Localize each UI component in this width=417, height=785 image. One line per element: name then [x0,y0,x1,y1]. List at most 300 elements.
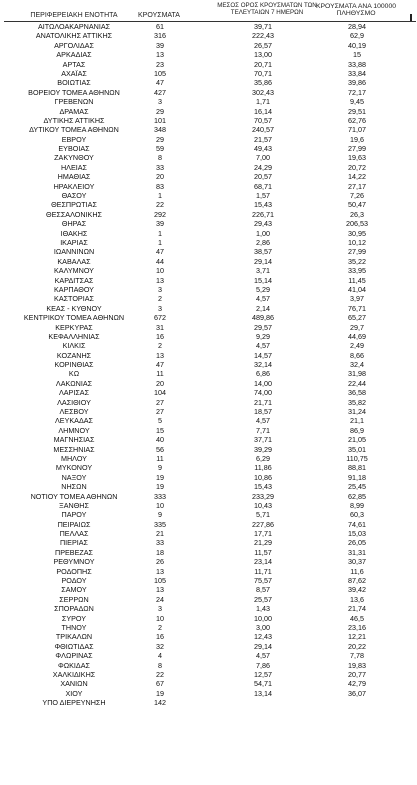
cell-region: ΦΩΚΙΔΑΣ [58,660,90,670]
cell-region: ΦΘΙΩΤΙΔΑΣ [54,641,94,651]
cell-region: ΚΙΛΚΙΣ [62,341,86,351]
cell-region: ΠΑΡΟΥ [61,510,87,520]
cell-avg7: 7,86 [256,660,270,670]
cell-per100k: 21,74 [348,604,366,614]
cell-per100k: 72,17 [348,87,366,97]
cell-per100k: 33,95 [348,266,366,276]
cell-cases: 8 [158,153,162,163]
header-avg7: ΜΕΣΟΣ ΟΡΟΣ ΚΡΟΥΣΜΑΤΩΝ ΤΩΝ ΤΕΛΕΥΤΑΙΩΝ 7 ΗΜΕΡΩΝ [217,2,317,16]
table-row [0,304,417,313]
cell-region: ΜΗΛΟΥ [61,453,87,463]
cell-avg7: 4,57 [256,651,270,661]
cell-region: ΣΕΡΡΩΝ [59,594,89,604]
table-row [0,538,417,547]
cell-avg7: 74,00 [254,388,272,398]
table-row [0,116,417,125]
cell-avg7: 6,86 [256,369,270,379]
table-row [0,163,417,172]
cell-per100k: 14,22 [348,172,366,182]
cell-avg7: 29,57 [254,322,272,332]
cell-per100k: 36,58 [348,388,366,398]
cell-cases: 15 [156,425,164,435]
table-row [0,69,417,78]
cell-avg7: 20,71 [254,59,272,69]
cell-region: ΚΑΒΑΛΑΣ [57,256,91,266]
cell-per100k: 19,6 [350,134,364,144]
cell-per100k: 7,78 [350,651,364,661]
cell-avg7: 7,71 [256,425,270,435]
cell-region: ΝΗΣΩΝ [61,482,87,492]
cell-region: ΛΕΣΒΟΥ [59,407,89,417]
cell-cases: 29 [156,106,164,116]
cell-region: ΞΑΝΘΗΣ [59,500,89,510]
cell-region: ΤΗΝΟΥ [61,623,87,632]
cell-avg7: 10,43 [254,500,272,510]
cell-avg7: 1,57 [256,191,270,201]
cell-per100k: 3,97 [350,294,364,304]
cell-avg7: 226,71 [252,209,274,219]
cell-region: ΚΕΡΚΥΡΑΣ [55,322,93,332]
cell-cases: 47 [156,247,164,257]
cell-avg7: 6,29 [256,453,270,463]
cell-region: ΣΑΜΟΥ [61,585,87,595]
cell-per100k: 71,07 [348,125,366,135]
cell-region: ΒΟΙΩΤΙΑΣ [57,78,91,88]
cell-per100k: 35,22 [348,256,366,266]
cell-avg7: 3,00 [256,623,270,632]
cell-avg7: 38,57 [254,247,272,257]
cell-region: ΧΙΟΥ [65,688,83,698]
table-row [0,445,417,454]
table-row [0,276,417,285]
cell-cases: 5 [158,416,162,426]
cell-cases: 19 [156,688,164,698]
cell-region: ΣΠΟΡΑΔΩΝ [54,604,94,614]
cell-per100k: 206,53 [346,219,368,229]
cell-per100k: 60,3 [350,510,364,520]
cell-per100k: 11,45 [348,275,366,285]
cell-cases: 59 [156,144,164,154]
cell-region: ΚΕΝΤΡΙΚΟΥ ΤΟΜΕΑ ΑΘΗΝΩΝ [23,313,125,323]
table-row [0,97,417,106]
cell-region: ΦΛΩΡΙΝΑΣ [55,651,93,661]
cell-cases: 10 [156,613,164,623]
cell-cases: 13 [156,566,164,576]
cell-per100k: 25,45 [348,482,366,492]
cell-region: ΚΑΡΔΙΤΣΑΣ [54,275,94,285]
cell-region: ΘΕΣΠΡΩΤΙΑΣ [51,200,97,210]
cell-cases: 40 [156,435,164,445]
table-row [0,435,417,444]
table-row [0,426,417,435]
cell-per100k: 50,47 [348,200,366,210]
table-row [0,510,417,519]
cell-per100k: 29,51 [348,106,366,116]
cell-avg7: 25,57 [254,594,272,604]
cell-per100k: 76,71 [348,303,366,313]
cell-region: ΠΡΕΒΕΖΑΣ [55,547,93,557]
table-row [0,463,417,472]
cell-avg7: 18,57 [254,407,272,417]
table-row [0,247,417,256]
cell-region: ΜΑΓΝΗΣΙΑΣ [53,435,95,445]
cell-avg7: 2,86 [256,237,270,247]
table-row [0,661,417,670]
table-row [0,238,417,247]
cell-cases: 3 [158,284,162,294]
cell-cases: 27 [156,397,164,407]
cell-avg7: 39,71 [254,22,272,31]
cell-avg7: 29,43 [254,219,272,229]
cell-per100k: 8,66 [350,350,364,360]
cell-cases: 3 [158,97,162,107]
cell-cases: 39 [156,219,164,229]
cell-cases: 22 [156,669,164,679]
table-row [0,294,417,303]
cell-avg7: 54,71 [254,679,272,689]
cell-per100k: 35,82 [348,397,366,407]
cell-per100k: 44,69 [348,331,366,341]
cell-cases: 47 [156,78,164,88]
table-row [0,698,417,707]
table-row [0,492,417,501]
cell-region: ΚΑΡΠΑΘΟΥ [54,284,94,294]
table-row [0,501,417,510]
cell-region: ΚΩ [68,369,80,379]
cell-cases: 333 [154,491,166,501]
cell-cases: 13 [156,275,164,285]
table-row [0,200,417,209]
cell-avg7: 240,57 [252,125,274,135]
cell-region: ΛΕΥΚΑΔΑΣ [54,416,93,426]
table-row [0,182,417,191]
cell-region: ΠΕΛΛΑΣ [59,529,89,539]
cell-avg7: 21,71 [254,397,272,407]
table-row [0,398,417,407]
cell-region: ΣΥΡΟΥ [61,613,87,623]
cell-cases: 1 [158,237,162,247]
cell-per100k: 13,6 [350,594,364,604]
table-row [0,689,417,698]
cell-per100k: 19,63 [348,153,366,163]
cell-region: ΔΥΤΙΚΗΣ ΑΤΤΙΚΗΣ [43,115,105,125]
table-row [0,266,417,275]
cell-cases: 61 [156,22,164,31]
cell-cases: 1 [158,191,162,201]
cell-cases: 335 [154,519,166,529]
cell-per100k: 86,9 [350,425,364,435]
table-row [0,88,417,97]
cell-per100k: 31,31 [348,547,366,557]
cell-per100k: 9,45 [350,97,364,107]
cell-region: ΜΥΚΟΝΟΥ [55,463,93,473]
table-row [0,632,417,641]
table-row [0,257,417,266]
cell-avg7: 11,86 [254,463,272,473]
table-row [0,595,417,604]
cell-region: ΔΥΤΙΚΟΥ ΤΟΜΕΑ ΑΘΗΝΩΝ [29,125,119,135]
table-row [0,351,417,360]
cell-per100k: 33,84 [348,68,366,78]
cell-avg7: 489,86 [252,313,274,323]
cell-cases: 24 [156,594,164,604]
table-row [0,585,417,594]
cell-region: ΑΙΤΩΛΟΑΚΑΡΝΑΝΙΑΣ [37,22,111,31]
cell-per100k: 31,24 [348,407,366,417]
cell-avg7: 1,71 [256,97,270,107]
cell-cases: 2 [158,294,162,304]
table-row [0,60,417,69]
cell-cases: 39 [156,40,164,50]
cell-per100k: 26,3 [350,209,364,219]
cell-avg7: 7,00 [256,153,270,163]
cell-avg7: 2,14 [256,303,270,313]
cell-cases: 8 [158,660,162,670]
table-row [0,153,417,162]
table-row [0,614,417,623]
edge-marker [410,14,412,21]
cell-region: ΗΛΕΙΑΣ [60,162,88,172]
cell-region: ΝΟΤΙΟΥ ΤΟΜΕΑ ΑΘΗΝΩΝ [30,491,118,501]
cell-cases: 33 [156,538,164,548]
cell-cases: 13 [156,585,164,595]
cell-avg7: 32,14 [254,360,272,370]
cell-avg7: 4,57 [256,416,270,426]
table-row [0,369,417,378]
cell-cases: 22 [156,200,164,210]
cell-per100k: 7,26 [350,191,364,201]
cell-cases: 47 [156,360,164,370]
cell-cases: 101 [154,115,166,125]
table-row [0,379,417,388]
cell-cases: 3 [158,303,162,313]
cell-avg7: 29,14 [254,256,272,266]
cell-cases: 142 [154,698,166,708]
cell-region: ΖΑΚΥΝΘΟΥ [54,153,94,163]
table-row [0,454,417,463]
cell-cases: 44 [156,256,164,266]
cell-avg7: 9,29 [256,331,270,341]
cell-per100k: 30,95 [348,228,366,238]
cell-cases: 3 [158,604,162,614]
cell-avg7: 10,00 [254,613,272,623]
cell-per100k: 33,88 [348,59,366,69]
cell-region: ΜΕΣΣΗΝΙΑΣ [53,444,95,454]
cases-table [0,22,417,708]
cell-region: ΠΕΙΡΑΙΩΣ [57,519,91,529]
cell-avg7: 11,71 [254,566,272,576]
cell-per100k: 39,86 [348,78,366,88]
cell-cases: 4 [158,651,162,661]
cell-region: ΛΑΚΩΝΙΑΣ [55,378,93,388]
cell-region: ΤΡΙΚΑΛΩΝ [55,632,93,642]
table-row [0,341,417,350]
table-row [0,651,417,660]
cell-region: ΒΟΡΕΙΟΥ ΤΟΜΕΑ ΑΘΗΝΩΝ [28,87,120,97]
cell-avg7: 302,43 [252,87,274,97]
cell-region: ΚΟΡΙΝΘΙΑΣ [54,360,94,370]
cell-avg7: 1,00 [256,228,270,238]
table-row [0,473,417,482]
cell-avg7: 75,57 [254,576,272,586]
table-row [0,567,417,576]
cell-region: ΚΑΛΥΜΝΟΥ [54,266,94,276]
cell-region: ΗΡΑΚΛΕΙΟΥ [53,181,95,191]
cell-per100k: 110,75 [346,453,368,463]
table-row [0,135,417,144]
cell-per100k: 10,12 [348,237,366,247]
cell-cases: 13 [156,350,164,360]
cell-per100k: 88,81 [348,463,366,473]
cell-region: ΑΝΑΤΟΛΙΚΗΣ ΑΤΤΙΚΗΣ [35,31,113,41]
cell-avg7: 21,29 [254,538,272,548]
cell-cases: 67 [156,679,164,689]
cell-cases: 20 [156,172,164,182]
cell-avg7: 12,57 [254,669,272,679]
cell-region: ΛΗΜΝΟΥ [58,425,90,435]
cell-region: ΛΑΡΙΣΑΣ [58,388,90,398]
cell-per100k: 2,49 [350,341,364,351]
cell-avg7: 37,71 [254,435,272,445]
cell-avg7: 39,29 [254,444,272,454]
cell-region: ΝΑΞΟΥ [61,472,87,482]
table-row [0,78,417,87]
table-row [0,642,417,651]
table-row [0,548,417,557]
cell-region: ΑΡΚΑΔΙΑΣ [56,50,92,60]
table-row [0,172,417,181]
cell-avg7: 3,71 [256,266,270,276]
cell-cases: 32 [156,641,164,651]
cell-avg7: 15,43 [254,482,272,492]
cell-cases: 10 [156,500,164,510]
cell-per100k: 27,99 [348,247,366,257]
cell-avg7: 4,57 [256,341,270,351]
cell-cases: 23 [156,59,164,69]
table-row [0,219,417,228]
cell-per100k: 19,83 [348,660,366,670]
cell-region: ΗΜΑΘΙΑΣ [57,172,91,182]
cell-region: ΥΠΟ ΔΙΕΡΕΥΝΗΣΗ [42,698,106,708]
cell-cases: 1 [158,228,162,238]
cell-cases: 33 [156,162,164,172]
cell-cases: 10 [156,266,164,276]
table-row [0,229,417,238]
cell-avg7: 23,14 [254,557,272,567]
cell-region: ΡΟΔΟΥ [61,576,87,586]
cell-avg7: 227,86 [252,519,274,529]
table-row [0,576,417,585]
cell-region: ΓΡΕΒΕΝΩΝ [54,97,94,107]
cell-per100k: 15 [353,50,361,60]
cell-per100k: 29,7 [350,322,364,332]
cell-cases: 11 [156,453,164,463]
cell-region: ΘΗΡΑΣ [61,219,87,229]
cell-avg7: 14,00 [254,378,272,388]
cell-region: ΑΡΓΟΛΙΔΑΣ [54,40,94,50]
table-row [0,323,417,332]
cell-cases: 11 [156,369,164,379]
header-cases: ΚΡΟΥΣΜΑΤΑ [138,12,180,19]
cell-avg7: 49,43 [254,144,272,154]
cell-per100k: 21,05 [348,435,366,445]
cell-per100k: 41,04 [348,284,366,294]
header-region: ΠΕΡΙΦΕΡΕΙΑΚΗ ΕΝΟΤΗΤΑ [30,12,118,19]
cell-per100k: 36,07 [348,688,366,698]
cell-region: ΚΟΖΑΝΗΣ [56,350,92,360]
cell-avg7: 233,29 [252,491,274,501]
table-row [0,679,417,688]
cell-cases: 13 [156,50,164,60]
cell-avg7: 10,86 [254,472,272,482]
cell-cases: 2 [158,341,162,351]
cell-cases: 56 [156,444,164,454]
cell-region: ΘΑΣΟΥ [61,191,87,201]
cell-per100k: 20,22 [348,641,366,651]
table-row [0,210,417,219]
cell-cases: 292 [154,209,166,219]
cell-avg7: 24,29 [254,162,272,172]
cell-cases: 26 [156,557,164,567]
table-row [0,332,417,341]
cell-cases: 427 [154,87,166,97]
cell-per100k: 26,05 [348,538,366,548]
cell-per100k: 35,01 [348,444,366,454]
cell-cases: 104 [154,388,166,398]
cell-region: ΡΟΔΟΠΗΣ [56,566,92,576]
cell-per100k: 87,62 [348,576,366,586]
cell-avg7: 5,71 [256,510,270,520]
cell-cases: 20 [156,378,164,388]
cell-region: ΔΡΑΜΑΣ [59,106,89,116]
cell-avg7: 16,14 [254,106,272,116]
cell-avg7: 20,57 [254,172,272,182]
cell-avg7: 1,43 [256,604,270,614]
table-row [0,191,417,200]
table-row [0,557,417,566]
cell-cases: 348 [154,125,166,135]
cell-region: ΑΧΑΪΑΣ [61,68,87,78]
cell-region: ΙΘΑΚΗΣ [60,228,88,238]
cell-avg7: 4,57 [256,294,270,304]
cell-region: ΠΙΕΡΙΑΣ [59,538,88,548]
cell-avg7: 29,14 [254,641,272,651]
cell-per100k: 42,79 [348,679,366,689]
cell-avg7: 12,43 [254,632,272,642]
table-row [0,50,417,59]
cell-avg7: 26,57 [254,40,272,50]
table-row [0,670,417,679]
cell-per100k: 65,27 [348,313,366,323]
cell-region: ΧΑΝΙΩΝ [60,679,88,689]
cell-per100k: 12,21 [348,632,366,642]
cell-per100k: 22,44 [348,378,366,388]
cell-per100k: 62,76 [348,115,366,125]
cell-per100k: 91,18 [348,472,366,482]
cell-region: ΚΕΑΣ - ΚΥΘΝΟΥ [46,303,102,313]
cell-region: ΙΚΑΡΙΑΣ [60,237,88,247]
table-row [0,41,417,50]
cell-per100k: 74,61 [348,519,366,529]
cell-per100k: 27,17 [348,181,366,191]
cell-region: ΙΩΑΝΝΙΝΩΝ [53,247,95,257]
cell-avg7: 13,00 [254,50,272,60]
cell-avg7: 11,57 [254,547,272,557]
cell-avg7: 68,71 [254,181,272,191]
cell-per100k: 62,9 [350,31,364,41]
table-row [0,22,417,31]
cell-per100k: 8,99 [350,500,364,510]
